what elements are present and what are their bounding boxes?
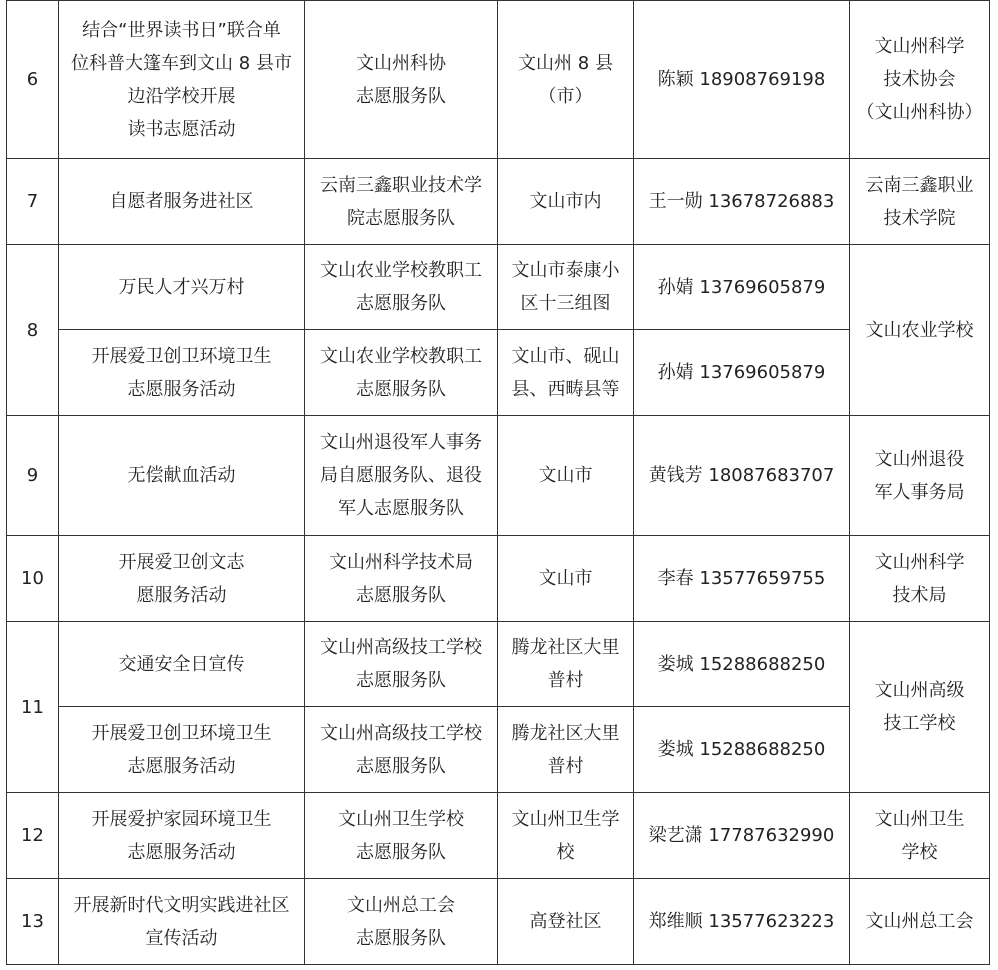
contact-cell: 孙婧 13769605879 — [634, 330, 850, 416]
activity-cell: 开展爱卫创卫环境卫生 志愿服务活动 — [59, 707, 305, 793]
table-row — [7, 1, 990, 159]
team-cell: 文山州科协 志愿服务队 — [305, 1, 498, 159]
team-cell: 文山州总工会 志愿服务队 — [305, 879, 498, 965]
table-row — [7, 879, 990, 965]
team-cell: 文山州高级技工学校 志愿服务队 — [305, 707, 498, 793]
location-cell: 文山市内 — [498, 159, 634, 245]
team-cell: 文山州科学技术局 志愿服务队 — [305, 536, 498, 622]
organizer-cell: 文山州科学 技术局 — [850, 536, 990, 622]
location-cell: 文山市 — [498, 416, 634, 536]
contact-cell: 娄城 15288688250 — [634, 707, 850, 793]
team-cell: 文山州卫生学校 志愿服务队 — [305, 793, 498, 879]
team-cell: 云南三鑫职业技术学 院志愿服务队 — [305, 159, 498, 245]
location-cell: 高登社区 — [498, 879, 634, 965]
contact-cell: 孙婧 13769605879 — [634, 245, 850, 330]
activity-cell: 万民人才兴万村 — [59, 245, 305, 330]
location-cell: 腾龙社区大里 普村 — [498, 622, 634, 707]
table-row — [7, 793, 990, 879]
table-row — [7, 536, 990, 622]
volunteer-schedule-table — [6, 0, 990, 965]
row-number: 13 — [7, 879, 59, 965]
organizer-cell: 文山农业学校 — [850, 245, 990, 416]
activity-cell: 无偿献血活动 — [59, 416, 305, 536]
organizer-cell: 文山州科学 技术协会 （文山州科协） — [850, 1, 990, 159]
activity-cell: 开展爱卫创卫环境卫生 志愿服务活动 — [59, 330, 305, 416]
row-number: 6 — [7, 1, 59, 159]
row-number: 10 — [7, 536, 59, 622]
activity-cell: 自愿者服务进社区 — [59, 159, 305, 245]
row-number: 11 — [7, 622, 59, 793]
activity-cell: 结合“世界读书日”联合单 位科普大篷车到文山 8 县市 边沿学校开展 读书志愿活动 — [59, 1, 305, 159]
organizer-cell: 文山州卫生 学校 — [850, 793, 990, 879]
row-number: 7 — [7, 159, 59, 245]
location-cell: 腾龙社区大里 普村 — [498, 707, 634, 793]
activity-cell: 开展爱护家园环境卫生 志愿服务活动 — [59, 793, 305, 879]
location-cell: 文山市泰康小 区十三组图 — [498, 245, 634, 330]
row-number: 8 — [7, 245, 59, 416]
team-cell: 文山农业学校教职工 志愿服务队 — [305, 330, 498, 416]
organizer-cell: 文山州退役 军人事务局 — [850, 416, 990, 536]
team-cell: 文山州高级技工学校 志愿服务队 — [305, 622, 498, 707]
table-row — [7, 245, 990, 330]
contact-cell: 黄钱芳 18087683707 — [634, 416, 850, 536]
table-row — [7, 416, 990, 536]
contact-cell: 梁艺潇 17787632990 — [634, 793, 850, 879]
activity-cell: 交通安全日宣传 — [59, 622, 305, 707]
row-number: 12 — [7, 793, 59, 879]
location-cell: 文山州卫生学 校 — [498, 793, 634, 879]
location-cell: 文山市、砚山 县、西畴县等 — [498, 330, 634, 416]
table-row — [7, 622, 990, 707]
contact-cell: 王一勋 13678726883 — [634, 159, 850, 245]
table-row — [7, 159, 990, 245]
contact-cell: 陈颖 18908769198 — [634, 1, 850, 159]
team-cell: 文山州退役军人事务 局自愿服务队、退役 军人志愿服务队 — [305, 416, 498, 536]
contact-cell: 李春 13577659755 — [634, 536, 850, 622]
team-cell: 文山农业学校教职工 志愿服务队 — [305, 245, 498, 330]
contact-cell: 郑维顺 13577623223 — [634, 879, 850, 965]
activity-cell: 开展爱卫创文志 愿服务活动 — [59, 536, 305, 622]
contact-cell: 娄城 15288688250 — [634, 622, 850, 707]
organizer-cell: 云南三鑫职业 技术学院 — [850, 159, 990, 245]
location-cell: 文山州 8 县 （市） — [498, 1, 634, 159]
table-row — [7, 330, 990, 416]
location-cell: 文山市 — [498, 536, 634, 622]
row-number: 9 — [7, 416, 59, 536]
table-row — [7, 707, 990, 793]
organizer-cell: 文山州总工会 — [850, 879, 990, 965]
organizer-cell: 文山州高级 技工学校 — [850, 622, 990, 793]
activity-cell: 开展新时代文明实践进社区 宣传活动 — [59, 879, 305, 965]
